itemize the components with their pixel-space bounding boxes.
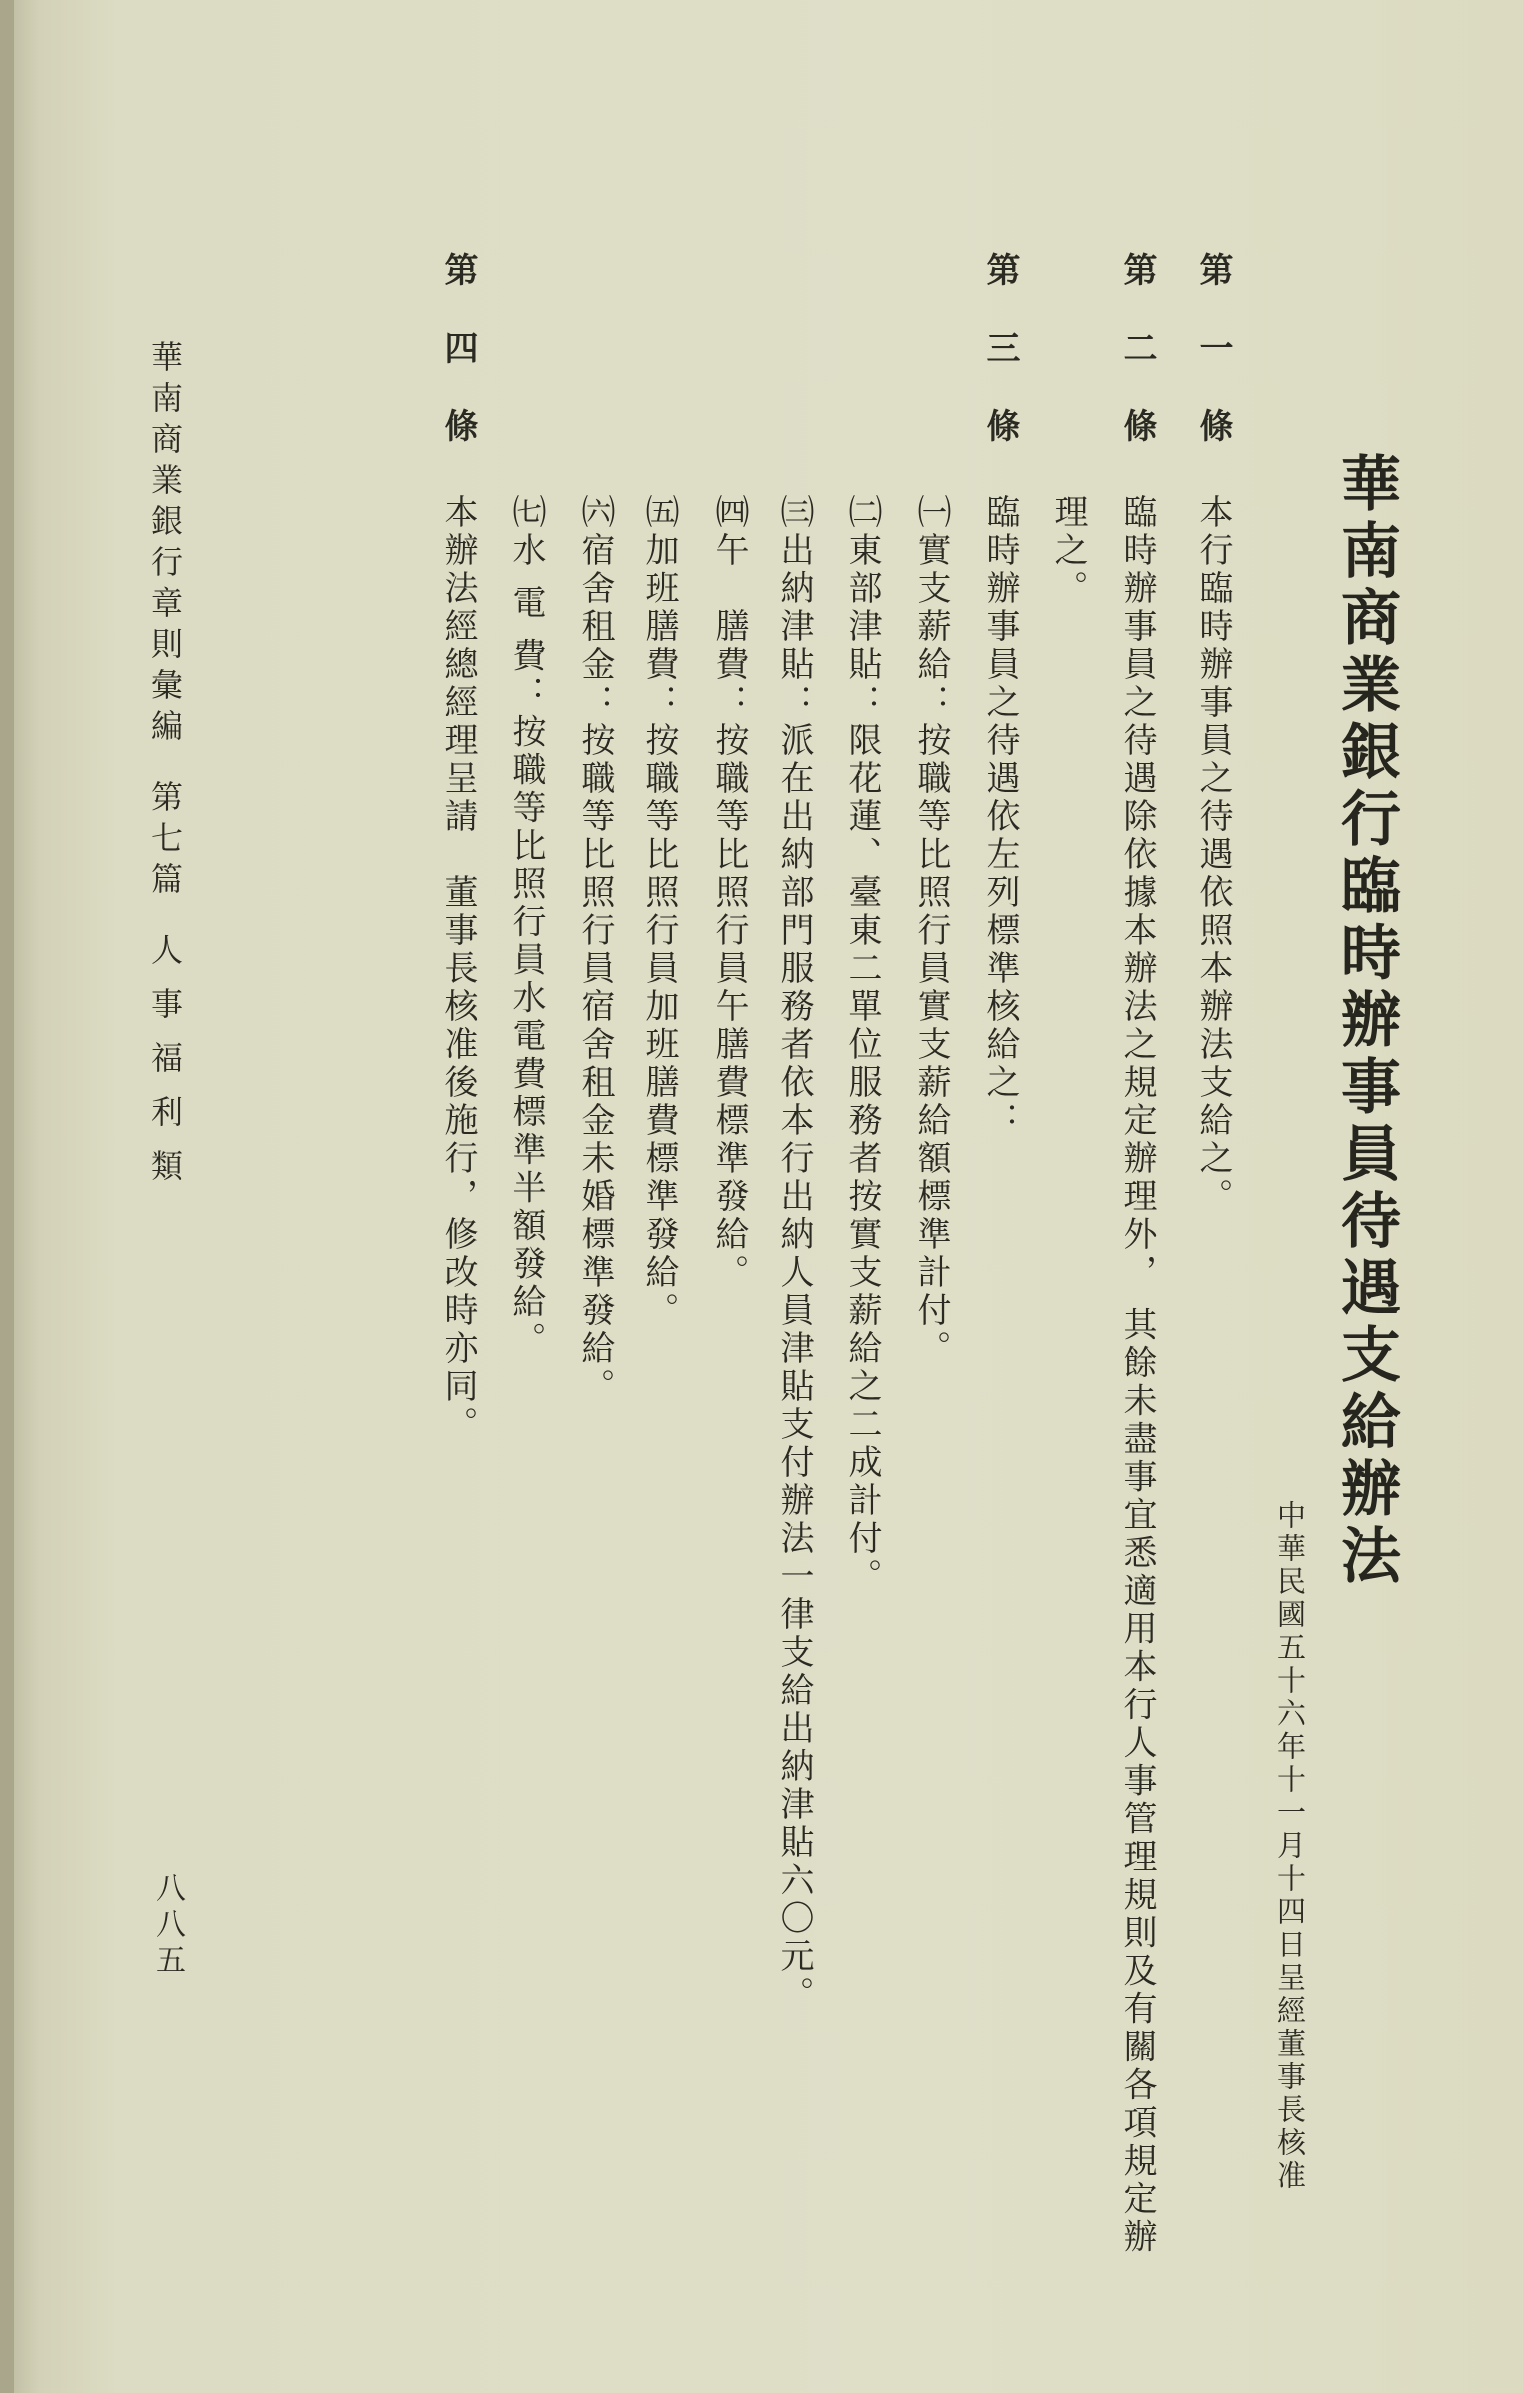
approval-date: 中華民國五十六年十一月十四日呈經董事長核准 <box>1273 1500 1307 2193</box>
article-3-item-5: ㈤加班膳費：按職等比照行員加班膳費標準發給。 <box>639 494 679 1330</box>
article-3-item-6: ㈥宿舍租金：按職等比照行員宿舍租金未婚標準發給。 <box>575 494 615 1406</box>
article-3-item-7: ㈦水 電 費：按職等比照行員水電費標準半額發給。 <box>506 494 546 1360</box>
article-2-label: 第二條 <box>1117 252 1157 486</box>
category-label: 人事福利類 <box>146 933 184 1203</box>
article-4-label: 第四條 <box>438 252 478 486</box>
article-1-text: 本行臨時辦事員之待遇依照本辦法支給之。 <box>1193 494 1233 1216</box>
article-3-item-3: ㈢出納津貼：派在出納部門服務者依本行出納人員津貼支付辦法一律支給出納津貼六〇元。 <box>774 494 814 2014</box>
article-3-text: 臨時辦事員之待遇依左列標準核給之： <box>980 494 1020 1140</box>
article-2-text: 臨時辦事員之待遇除依據本辦法之規定辦理外， 其餘未盡事宜悉適用本行人事管理規則及有關各項規定辦 <box>1117 494 1157 2257</box>
book-title: 華南商業銀行章則彙編 <box>146 340 184 750</box>
document-title: 華南商業銀行臨時辦事員待遇支給辦法 <box>1331 452 1401 1591</box>
article-4-text: 本辦法經總經理呈請 董事長核准後施行，修改時亦同。 <box>438 494 478 1444</box>
chapter-label: 第七篇 <box>146 780 184 903</box>
running-footer <box>146 340 184 1203</box>
article-3-item-2: ㈡東部津貼：限花蓮、臺東二單位服務者按實支薪給之二成計付。 <box>842 494 882 1596</box>
article-3-item-4: ㈣午 膳費：按職等比照行員午膳費標準發給。 <box>709 494 749 1292</box>
article-2-text-continued: 理之。 <box>1048 494 1088 608</box>
page-edge-shadow <box>0 0 14 2393</box>
article-1-label: 第一條 <box>1193 252 1233 486</box>
page-number: 八八五 <box>150 1872 185 1980</box>
article-3-item-1: ㈠實支薪給：按職等比照行員實支薪給額標準計付。 <box>911 494 951 1368</box>
article-3-label: 第三條 <box>980 252 1020 486</box>
